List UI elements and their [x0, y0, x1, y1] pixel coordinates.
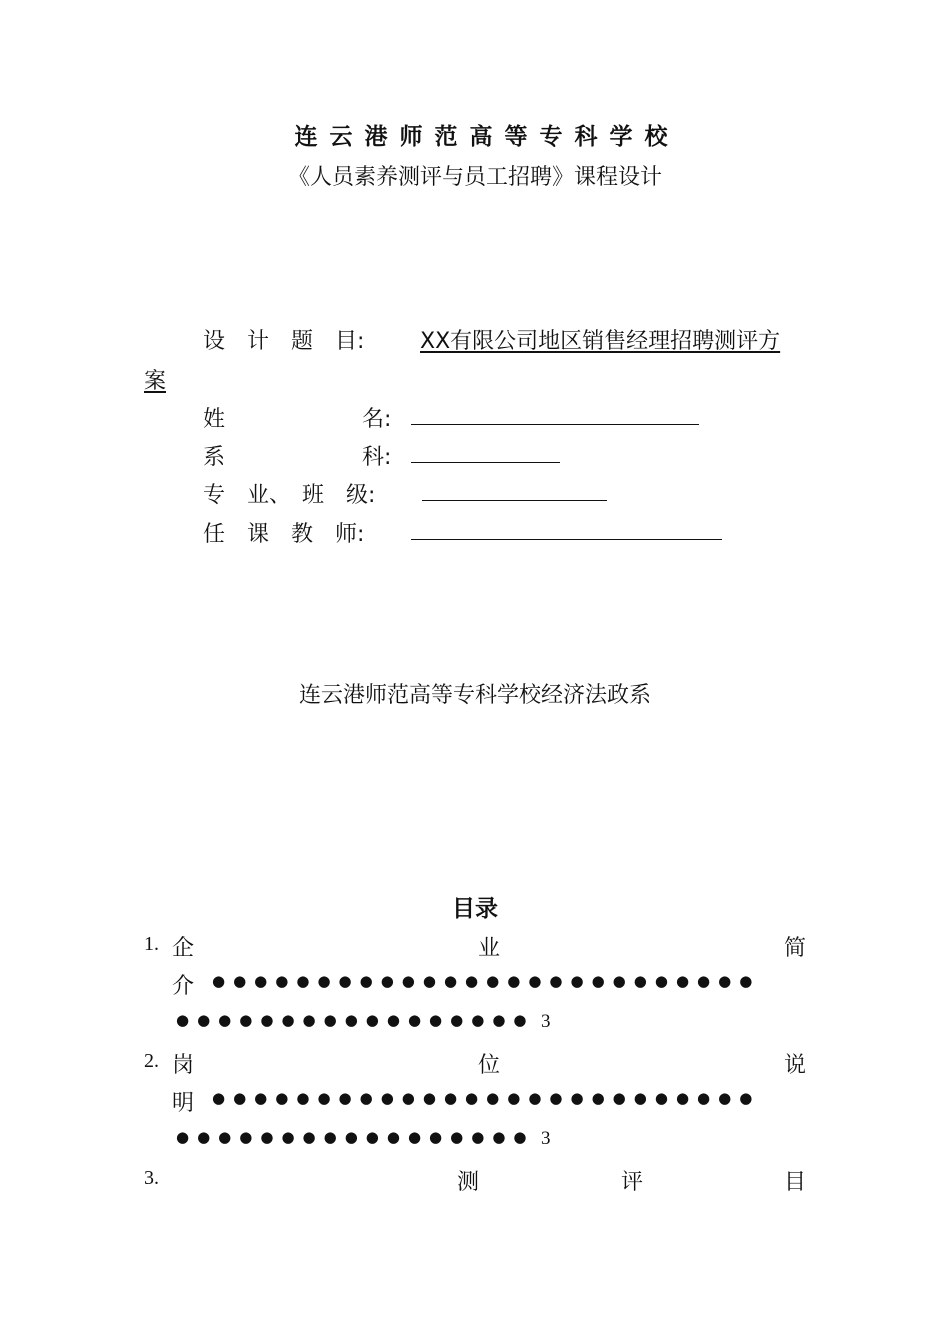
toc-item-2-leader-1: ●●●●●●●●●●●●●●●●●●●●●●●●●●	[212, 1089, 761, 1107]
department-footer: 连云港师范高等专科学校经济法政系	[298, 683, 651, 708]
toc-item-2-char-1: 岗	[172, 1053, 195, 1078]
toc-item-1-wrap-char: 介	[172, 974, 195, 999]
toc-title: 目录	[452, 896, 498, 922]
toc-item-3-number: 3.	[144, 1167, 159, 1189]
topic-value-line2: 案	[144, 369, 167, 394]
toc-item-2-char-3: 说	[784, 1053, 807, 1078]
teacher-label: 任 课 教 师:	[203, 522, 365, 547]
toc-item-1-leader-1: ●●●●●●●●●●●●●●●●●●●●●●●●●●	[212, 972, 761, 990]
toc-item-1-char-2: 业	[478, 936, 501, 961]
toc-item-1-char-1: 企	[172, 936, 195, 961]
dept-label-start: 系	[203, 445, 226, 470]
name-label-end: 名:	[362, 407, 392, 432]
class-blank-line	[422, 500, 607, 501]
school-name: 连云港师范高等专科学校	[294, 124, 680, 150]
toc-item-1-char-3: 简	[784, 936, 807, 961]
topic-value-line1: XX有限公司地区销售经理招聘测评方	[420, 329, 781, 354]
toc-item-1-page: 3	[541, 1011, 551, 1032]
toc-item-1-number: 1.	[144, 933, 159, 955]
toc-item-3-char-2: 评	[621, 1170, 644, 1195]
toc-item-2-page: 3	[541, 1128, 551, 1149]
dept-blank-line	[411, 462, 560, 463]
topic-label: 设 计 题 目:	[203, 329, 365, 354]
course-title: 《人员素养测评与员工招聘》课程设计	[287, 165, 662, 190]
toc-item-2-number: 2.	[144, 1050, 159, 1072]
teacher-blank-line	[411, 539, 722, 540]
dept-label-end: 科:	[362, 445, 392, 470]
toc-item-1-leader-2: ●●●●●●●●●●●●●●●●●	[176, 1011, 535, 1029]
toc-item-2-wrap-char: 明	[172, 1091, 195, 1116]
name-blank-line	[411, 424, 699, 425]
toc-item-2-leader-2: ●●●●●●●●●●●●●●●●●	[176, 1128, 535, 1146]
toc-item-2-char-2: 位	[478, 1053, 501, 1078]
toc-item-3-char-3: 目	[784, 1170, 807, 1195]
class-label: 专 业、 班 级:	[203, 483, 376, 508]
name-label-start: 姓	[203, 407, 226, 432]
toc-item-3-char-1: 测	[457, 1170, 480, 1195]
